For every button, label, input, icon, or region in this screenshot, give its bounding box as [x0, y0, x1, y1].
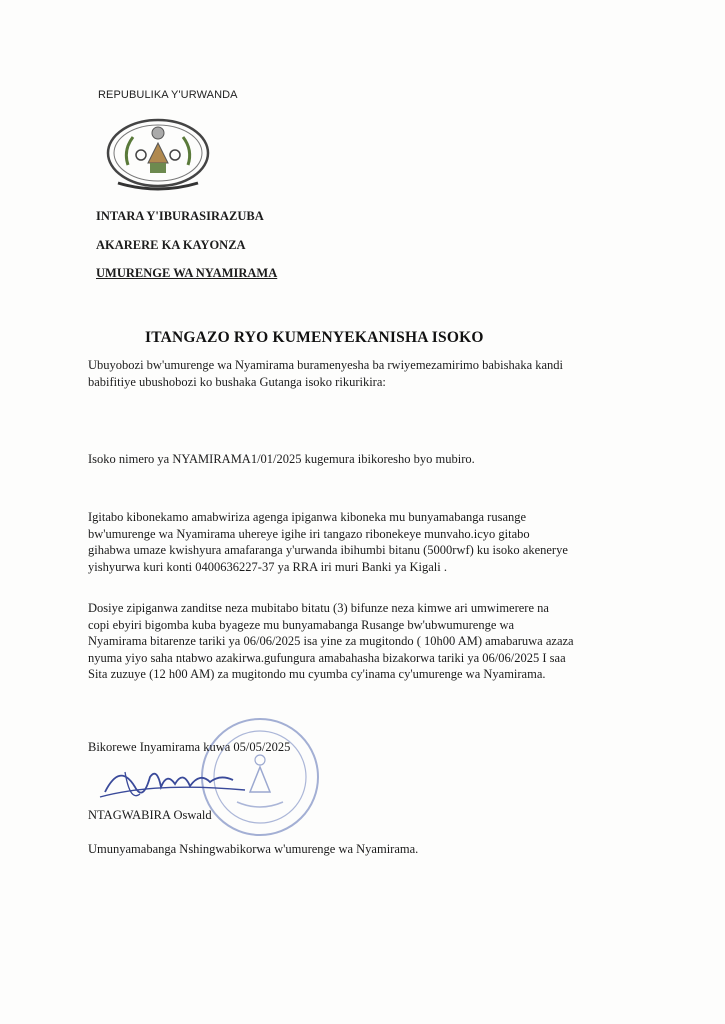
text-line: nyuma yiyo saha ntabwo azakirwa.gufungura amabahasha bizakorwa tariki ya 06/06/2025 I saa — [88, 650, 566, 665]
text-line: babifitiye ubushobozi ko bushaka Gutanga isoko rikurikira: — [88, 374, 386, 389]
text-line: Isoko nimero ya NYAMIRAMA1/01/2025 kugemura ibikoresho byo mubiro. — [88, 452, 475, 466]
text-line: Sita zuzuye (12 h00 AM) za mugitondo mu cyumba cy'inama cy'umurenge wa Nyamirama. — [88, 667, 546, 681]
text-line: Igitabo kibonekamo amabwiriza agenga ipiganwa kiboneka mu bunyamabanga rusange — [88, 510, 527, 524]
text-line: Dosiye zipiganwa zanditse neza mubitabo bitatu (3) bifunze neza kimwe ari umwimerere na — [88, 601, 549, 615]
sector-label: UMURENGE WA NYAMIRAMA — [96, 266, 278, 280]
handwritten-signature-icon — [95, 752, 255, 812]
text-line: gihabwa umaze kwishyura amafaranga y'urwanda ibihumbi bitanu (5000rwf) ku isoko akenerye — [88, 543, 568, 557]
republic-header: REPUBULIKA Y'URWANDA — [98, 89, 238, 101]
paragraph-intro — [88, 357, 663, 390]
text-line: copi ebyiri bigomba kuba byageze mu bunyamabanga Rusange bw'ubwumurenge wa — [88, 617, 515, 632]
paragraph-submission — [88, 600, 663, 683]
text-line: Nyamirama bitarenze tariki ya 06/06/2025 isa yine za mugitondo ( 10h00 AM) amabaruwa azaza — [88, 634, 574, 648]
announcement-title: ITANGAZO RYO KUMENYEKANISHA ISOKO — [145, 329, 484, 346]
rwanda-coat-of-arms-icon — [103, 115, 213, 195]
text-line: bw'umurenge wa Nyamirama uhereye igihe iri tangazo ribonekeye munvaho.icyo gitabo — [88, 526, 530, 541]
text-line: Ubuyobozi bw'umurenge wa Nyamirama buramenyesha ba rwiyemezamirimo babishaka kandi — [88, 358, 564, 372]
paragraph-tender-documents — [88, 509, 663, 575]
text-line: yishyurwa kuri konti 0400636227-37 ya RRA iri muri Banki ya Kigali . — [88, 559, 447, 574]
signatory-role: Umunyamabanga Nshingwabikorwa w'umurenge wa Nyamirama. — [88, 842, 419, 856]
paragraph-tender-number — [88, 451, 663, 468]
signature-date: Bikorewe Inyamirama kuwa 05/05/2025 — [88, 740, 291, 754]
province-label: INTARA Y'IBURASIRAZUBA — [96, 209, 264, 223]
signatory-name: NTAGWABIRA Oswald — [88, 808, 212, 822]
district-label: AKARERE KA KAYONZA — [96, 238, 246, 252]
